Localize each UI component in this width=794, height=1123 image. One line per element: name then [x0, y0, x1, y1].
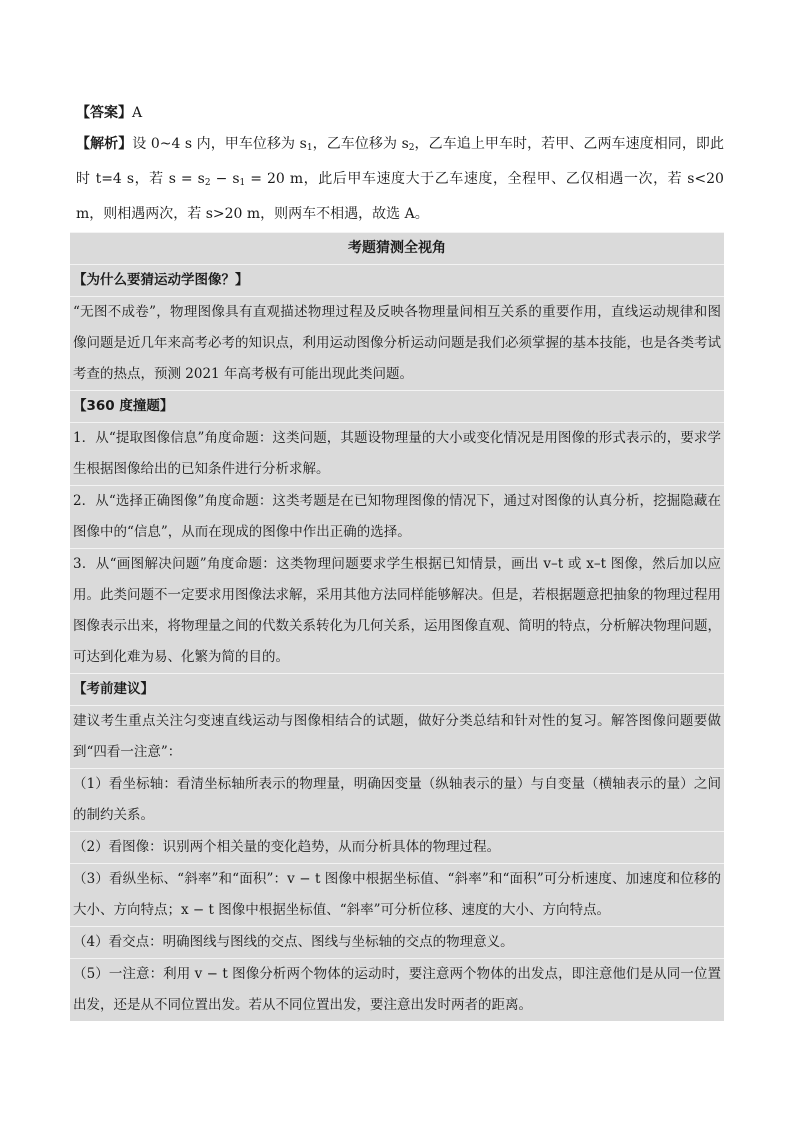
advice-item-2: （2）看图像：识别两个相关量的变化趋势，从而分析具体的物理过程。	[70, 831, 724, 863]
analysis-sub: 2	[408, 143, 415, 153]
why-heading: 【为什么要猜运动学图像？】	[70, 264, 724, 296]
analysis-paragraph	[70, 129, 724, 230]
angle-item-3: 3．从“画图解决问题”角度命题：这类物理问题要求学生根据已知情景，画出 v–t 或 x–t 图像，然后加以应用。此类问题不一定要求用图像法求解，采用其他方法同样能够解决。但是，若根据题意把抽象的物理过程用图像表示出来，将物理量之间的代数关系转化为几何关系，运用图像直观、简明的特点，分析解决物理问题，可达到化难为易、化繁为简的目的。	[70, 548, 724, 673]
answer-value: A	[132, 105, 143, 121]
analysis-label: 【解析】	[76, 136, 133, 152]
analysis-sub: 2	[204, 178, 211, 188]
why-body: “无图不成卷”，物理图像具有直观描述物理过程及反映各物理量间相互关系的重要作用，直线运动规律和图像问题是近几年来高考必考的知识点，利用运动图像分析运动问题是我们必须掌握的基本技能，也是各类考试考查的热点，预测 2021 年高考极有可能出现此类问题。	[70, 296, 724, 390]
analysis-text-2: ，乙车位移为 s	[312, 136, 409, 152]
advice-heading: 【考前建议】	[70, 673, 724, 705]
forecast-panel	[70, 232, 724, 1021]
advice-item-1: （1）看坐标轴：看清坐标轴所表示的物理量，明确因变量（纵轴表示的量）与自变量（横轴表示的量）之间的制约关系。	[70, 768, 724, 831]
analysis-text-4: − s	[210, 171, 240, 187]
analysis-text-1: 设 0~4 s 内，甲车位移为 s	[132, 136, 307, 152]
answer-section	[70, 98, 724, 230]
analysis-sub: 1	[306, 143, 313, 153]
advice-item-5: （5）一注意：利用 v − t 图像分析两个物体的运动时，要注意两个物体的出发点，即注意他们是从同一位置出发，还是从不同位置出发。若从不同位置出发，要注意出发时两者的距离。	[70, 958, 724, 1021]
answer-line	[70, 98, 724, 129]
analysis-sub: 1	[239, 178, 246, 188]
advice-intro: 建议考生重点关注匀变速直线运动与图像相结合的试题，做好分类总结和针对性的复习。解答图像问题要做到“四看一注意”：	[70, 705, 724, 768]
analysis-text-3: ，乙车追上甲车时，若甲、乙两车速度相同，即此时 t=4 s，若 s = s	[76, 136, 725, 187]
angle-heading: 【360 度撞题】	[70, 390, 724, 422]
advice-item-4: （4）看交点：明确图线与图线的交点、图线与坐标轴的交点的物理意义。	[70, 926, 724, 958]
answer-label: 【答案】	[76, 105, 132, 121]
panel-title: 考题猜测全视角	[70, 232, 724, 264]
angle-item-2: 2．从“选择正确图像”角度命题：这类考题是在已知物理图像的情况下，通过对图像的认真分析，挖掘隐藏在图像中的“信息”，从而在现成的图像中作出正确的选择。	[70, 485, 724, 548]
angle-item-1: 1．从“提取图像信息”角度命题：这类问题，其题设物理量的大小或变化情况是用图像的形式表示的，要求学生根据图像给出的已知条件进行分析求解。	[70, 422, 724, 485]
advice-item-3: （3）看纵坐标、“斜率”和“面积”：v − t 图像中根据坐标值、“斜率”和“面积”可分析速度、加速度和位移的大小、方向特点；x − t 图像中根据坐标值、“斜率”可分析位移、速度的大小、方向特点。	[70, 863, 724, 926]
analysis-text-5: = 20 m，此后甲车速度大于乙车速度，全程甲、乙仅相遇一次，若 s<20 m，则相遇两次，若 s>20 m，则两车不相遇，故选 A。	[76, 171, 724, 222]
